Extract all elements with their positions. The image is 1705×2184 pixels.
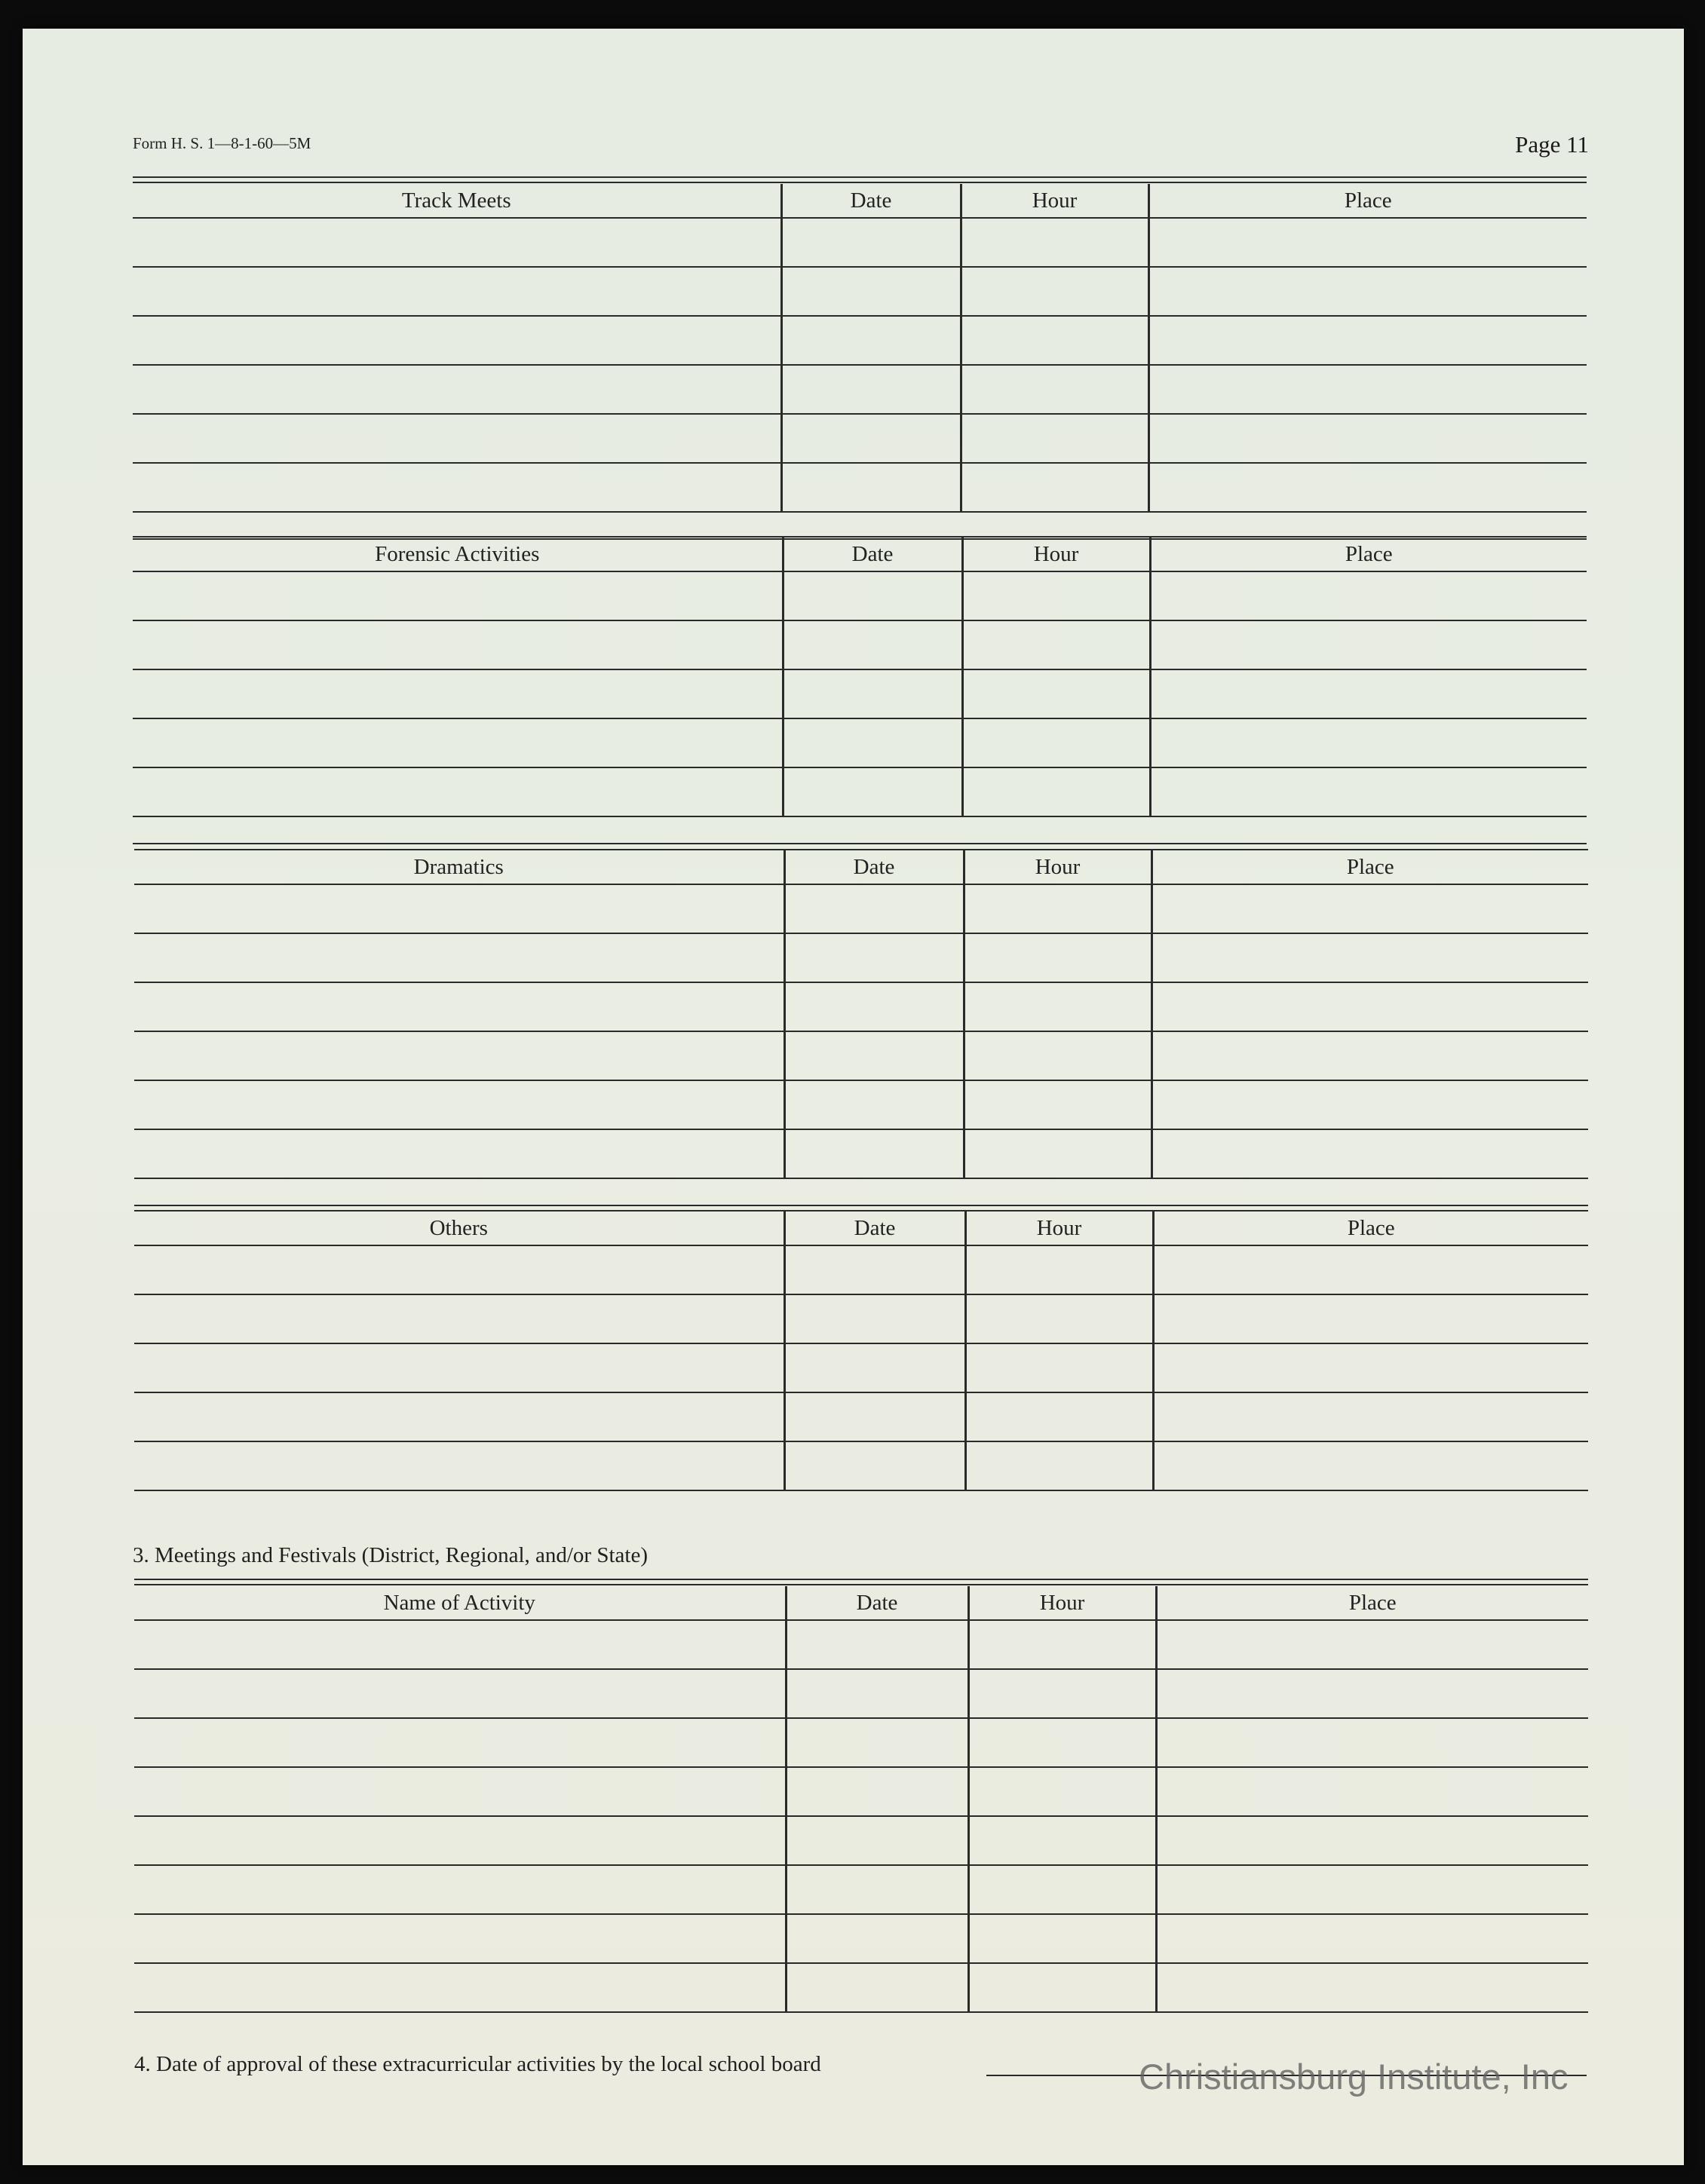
table-row	[134, 1080, 1588, 1129]
place-cell[interactable]	[1153, 1392, 1588, 1441]
name-cell[interactable]	[134, 1294, 784, 1343]
hour-cell[interactable]	[964, 933, 1151, 982]
page-number: Page 11	[1515, 131, 1589, 158]
date-cell[interactable]	[784, 1245, 965, 1294]
spacer-row	[133, 816, 1587, 844]
track-meets-table	[133, 184, 1587, 540]
table-row	[133, 365, 1587, 414]
hour-cell[interactable]	[964, 1031, 1151, 1080]
date-cell[interactable]	[783, 571, 962, 620]
date-cell[interactable]	[781, 365, 961, 414]
table-row	[134, 1031, 1588, 1080]
name-cell[interactable]	[134, 1129, 784, 1178]
table-row	[134, 1865, 1588, 1914]
name-cell[interactable]	[134, 1963, 786, 2012]
table-row	[134, 933, 1588, 982]
date-cell[interactable]	[784, 1294, 965, 1343]
place-cell[interactable]	[1156, 1816, 1588, 1865]
meetings-table	[134, 1586, 1588, 2013]
table-row	[134, 982, 1588, 1031]
place-cell[interactable]	[1156, 1914, 1588, 1963]
rule-line	[134, 1579, 1588, 1580]
place-cell[interactable]	[1156, 1767, 1588, 1816]
name-cell[interactable]	[133, 316, 781, 365]
name-cell[interactable]	[133, 463, 781, 512]
name-cell[interactable]	[134, 933, 784, 982]
date-header: Date	[786, 1586, 968, 1620]
date-header: Date	[783, 538, 962, 571]
table-row	[134, 1392, 1588, 1441]
name-cell[interactable]	[134, 1914, 786, 1963]
forensic-activities-title: Forensic Activities	[133, 538, 783, 571]
date-cell[interactable]	[786, 1963, 968, 2012]
hour-cell[interactable]	[964, 884, 1151, 933]
meetings-section-label: 3. Meetings and Festivals (District, Regional, and/or State)	[133, 1543, 648, 1567]
place-cell[interactable]	[1151, 1129, 1588, 1178]
table-row	[134, 1343, 1588, 1392]
place-cell[interactable]	[1148, 316, 1587, 365]
name-cell[interactable]	[134, 1816, 786, 1865]
hour-cell[interactable]	[968, 1914, 1156, 1963]
spacer-row	[134, 1178, 1588, 1205]
name-cell[interactable]	[134, 1718, 786, 1767]
forensic-activities-table	[133, 538, 1587, 844]
hour-cell[interactable]	[965, 1245, 1153, 1294]
date-cell[interactable]	[784, 933, 964, 982]
date-cell[interactable]	[783, 718, 962, 767]
name-of-activity-header: Name of Activity	[134, 1586, 786, 1620]
dramatics-title: Dramatics	[134, 850, 784, 884]
place-cell[interactable]	[1156, 1865, 1588, 1914]
table-row	[134, 884, 1588, 933]
name-cell[interactable]	[133, 571, 783, 620]
date-cell[interactable]	[784, 1343, 965, 1392]
hour-cell[interactable]	[964, 1129, 1151, 1178]
name-cell[interactable]	[134, 1031, 784, 1080]
name-cell[interactable]	[133, 669, 783, 718]
hour-header: Hour	[968, 1586, 1156, 1620]
rule-line	[133, 176, 1587, 178]
hour-cell[interactable]	[968, 1963, 1156, 2012]
name-cell[interactable]	[134, 1080, 784, 1129]
rule-line	[134, 1584, 1588, 1585]
table-row	[133, 316, 1587, 365]
hour-cell[interactable]	[965, 1441, 1153, 1490]
date-cell[interactable]	[784, 1031, 964, 1080]
table-row	[134, 1620, 1588, 1669]
hour-cell[interactable]	[968, 1816, 1156, 1865]
date-header: Date	[784, 1211, 965, 1245]
date-cell[interactable]	[786, 1669, 968, 1718]
place-cell[interactable]	[1151, 884, 1588, 933]
table-row	[133, 718, 1587, 767]
table-row	[133, 218, 1587, 267]
table-row	[133, 463, 1587, 512]
date-cell[interactable]	[781, 267, 961, 316]
name-cell[interactable]	[133, 267, 781, 316]
hour-cell[interactable]	[968, 1865, 1156, 1914]
place-cell[interactable]	[1151, 982, 1588, 1031]
dramatics-table	[134, 850, 1588, 1206]
place-cell[interactable]	[1156, 1620, 1588, 1669]
date-cell[interactable]	[784, 1441, 965, 1490]
name-cell[interactable]	[134, 1669, 786, 1718]
place-cell[interactable]	[1150, 620, 1587, 669]
table-row	[133, 571, 1587, 620]
date-cell[interactable]	[786, 1718, 968, 1767]
place-header: Place	[1156, 1586, 1588, 1620]
name-cell[interactable]	[134, 1620, 786, 1669]
place-cell[interactable]	[1148, 463, 1587, 512]
place-cell[interactable]	[1156, 1718, 1588, 1767]
place-cell[interactable]	[1148, 414, 1587, 463]
date-cell[interactable]	[786, 1865, 968, 1914]
date-cell[interactable]	[786, 1767, 968, 1816]
name-cell[interactable]	[134, 884, 784, 933]
place-cell[interactable]	[1148, 218, 1587, 267]
hour-cell[interactable]	[961, 414, 1148, 463]
place-header: Place	[1148, 184, 1587, 218]
date-header: Date	[784, 850, 964, 884]
hour-header: Hour	[965, 1211, 1153, 1245]
date-header: Date	[781, 184, 961, 218]
date-cell[interactable]	[784, 1392, 965, 1441]
place-cell[interactable]	[1151, 1031, 1588, 1080]
place-cell[interactable]	[1153, 1441, 1588, 1490]
hour-cell[interactable]	[962, 571, 1150, 620]
name-cell[interactable]	[134, 982, 784, 1031]
table-row	[133, 620, 1587, 669]
table-row	[134, 1914, 1588, 1963]
place-header: Place	[1150, 538, 1587, 571]
date-cell[interactable]	[784, 982, 964, 1031]
hour-cell[interactable]	[965, 1294, 1153, 1343]
place-cell[interactable]	[1153, 1294, 1588, 1343]
watermark: Christiansburg Institute, Inc	[1139, 2057, 1569, 2097]
hour-cell[interactable]	[961, 463, 1148, 512]
spacer-row	[133, 512, 1587, 539]
hour-header: Hour	[962, 538, 1150, 571]
table-row	[134, 1129, 1588, 1178]
hour-header: Hour	[964, 850, 1151, 884]
table-row	[134, 1294, 1588, 1343]
place-cell[interactable]	[1156, 1963, 1588, 2012]
place-header: Place	[1151, 850, 1588, 884]
table-row	[134, 1816, 1588, 1865]
hour-cell[interactable]	[962, 767, 1150, 816]
table-row	[134, 1669, 1588, 1718]
date-cell[interactable]	[784, 884, 964, 933]
hour-cell[interactable]	[968, 1718, 1156, 1767]
name-cell[interactable]	[134, 1865, 786, 1914]
date-cell[interactable]	[784, 1080, 964, 1129]
place-cell[interactable]	[1148, 267, 1587, 316]
form-code: Form H. S. 1—8-1-60—5M	[133, 134, 311, 152]
date-cell[interactable]	[781, 463, 961, 512]
hour-cell[interactable]	[961, 365, 1148, 414]
hour-cell[interactable]	[962, 620, 1150, 669]
hour-header: Hour	[961, 184, 1148, 218]
name-cell[interactable]	[134, 1392, 784, 1441]
place-header: Place	[1153, 1211, 1588, 1245]
place-cell[interactable]	[1150, 669, 1587, 718]
hour-cell[interactable]	[961, 267, 1148, 316]
name-cell[interactable]	[134, 1441, 784, 1490]
date-cell[interactable]	[786, 1816, 968, 1865]
others-table	[134, 1211, 1588, 1491]
hour-cell[interactable]	[968, 1767, 1156, 1816]
name-cell[interactable]	[133, 414, 781, 463]
date-cell[interactable]	[783, 767, 962, 816]
table-row	[134, 1718, 1588, 1767]
approval-label: 4. Date of approval of these extracurricular activities by the local school board	[134, 2052, 821, 2076]
name-cell[interactable]	[134, 1767, 786, 1816]
table-row	[133, 267, 1587, 316]
hour-cell[interactable]	[968, 1620, 1156, 1669]
date-cell[interactable]	[781, 316, 961, 365]
hour-cell[interactable]	[964, 1080, 1151, 1129]
name-cell[interactable]	[133, 620, 783, 669]
date-cell[interactable]	[781, 414, 961, 463]
table-row	[134, 1963, 1588, 2012]
hour-cell[interactable]	[961, 218, 1148, 267]
table-row	[133, 767, 1587, 816]
name-cell[interactable]	[134, 1343, 784, 1392]
name-cell[interactable]	[133, 365, 781, 414]
name-cell[interactable]	[133, 718, 783, 767]
date-cell[interactable]	[783, 669, 962, 718]
name-cell[interactable]	[133, 218, 781, 267]
table-row	[134, 1767, 1588, 1816]
hour-cell[interactable]	[962, 718, 1150, 767]
name-cell[interactable]	[133, 767, 783, 816]
date-cell[interactable]	[786, 1620, 968, 1669]
place-cell[interactable]	[1150, 767, 1587, 816]
table-row	[133, 669, 1587, 718]
table-row	[134, 1245, 1588, 1294]
hour-cell[interactable]	[964, 982, 1151, 1031]
date-cell[interactable]	[781, 218, 961, 267]
name-cell[interactable]	[134, 1245, 784, 1294]
date-cell[interactable]	[784, 1129, 964, 1178]
place-cell[interactable]	[1150, 718, 1587, 767]
date-cell[interactable]	[783, 620, 962, 669]
hour-cell[interactable]	[961, 316, 1148, 365]
date-cell[interactable]	[786, 1914, 968, 1963]
place-cell[interactable]	[1148, 365, 1587, 414]
place-cell[interactable]	[1156, 1669, 1588, 1718]
others-title: Others	[134, 1211, 784, 1245]
track-meets-title: Track Meets	[133, 184, 781, 218]
hour-cell[interactable]	[965, 1392, 1153, 1441]
hour-cell[interactable]	[965, 1343, 1153, 1392]
place-cell[interactable]	[1153, 1245, 1588, 1294]
place-cell[interactable]	[1151, 933, 1588, 982]
place-cell[interactable]	[1153, 1343, 1588, 1392]
rule-line	[133, 182, 1587, 183]
table-row	[134, 1441, 1588, 1490]
place-cell[interactable]	[1151, 1080, 1588, 1129]
hour-cell[interactable]	[962, 669, 1150, 718]
place-cell[interactable]	[1150, 571, 1587, 620]
hour-cell[interactable]	[968, 1669, 1156, 1718]
table-row	[133, 414, 1587, 463]
